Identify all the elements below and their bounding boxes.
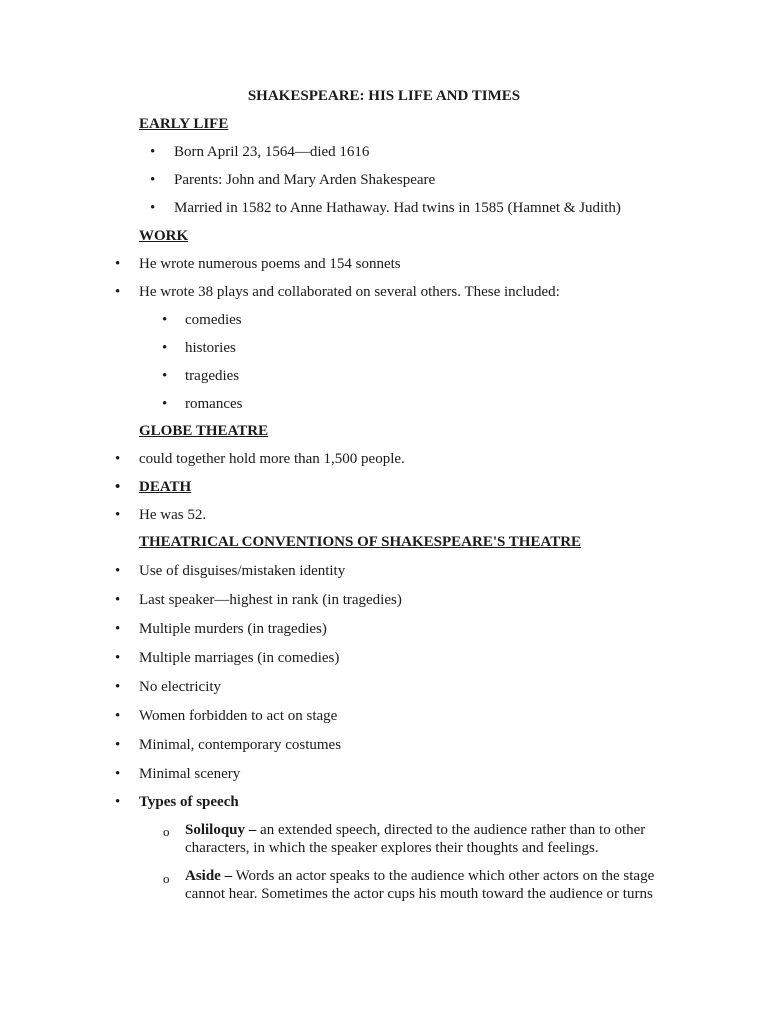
bullet-icon: •	[115, 479, 121, 495]
bullet-icon: •	[115, 284, 121, 300]
list-item: Multiple marriages (in comedies)	[139, 650, 340, 666]
bullet-icon: •	[115, 737, 121, 753]
speech-definition: an extended speech, directed to the audience rather than to other characters, in which the speaker explores their thoughts and feelings.	[185, 822, 646, 856]
bullet-icon: •	[115, 592, 121, 608]
circle-bullet-icon: o	[163, 871, 170, 886]
speech-type-soliloquy	[185, 821, 685, 857]
list-item: Last speaker—highest in rank (in tragedies)	[139, 592, 402, 608]
circle-bullet-icon: o	[163, 824, 170, 839]
list-item: No electricity	[139, 679, 222, 695]
speech-term: Soliloquy –	[185, 822, 257, 838]
bullet-icon: •	[162, 396, 168, 412]
list-item: tragedies	[185, 368, 240, 384]
speech-term: Aside –	[185, 868, 233, 884]
list-item: comedies	[185, 312, 242, 328]
bullet-icon: •	[115, 563, 121, 579]
speech-definition: Words an actor speaks to the audience which other actors on the stage cannot hear. Sometimes the actor cups his mouth toward the audience or turns	[185, 868, 655, 902]
bullet-icon: •	[115, 621, 121, 637]
list-item: Use of disguises/mistaken identity	[139, 563, 346, 579]
heading-globe-theatre: GLOBE THEATRE	[139, 423, 269, 439]
types-of-speech-heading: Types of speech	[139, 794, 239, 810]
list-item: He wrote 38 plays and collaborated on several others. These included:	[139, 284, 560, 300]
bullet-icon: •	[115, 650, 121, 666]
bullet-icon: •	[162, 368, 168, 384]
bullet-icon: •	[162, 340, 168, 356]
list-item: Born April 23, 1564—died 1616	[174, 144, 370, 160]
page-title: SHAKESPEARE: HIS LIFE AND TIMES	[247, 88, 521, 104]
speech-type-aside	[185, 867, 685, 903]
list-item: Minimal, contemporary costumes	[139, 737, 342, 753]
heading-early-life: EARLY LIFE	[139, 116, 229, 132]
bullet-icon: •	[115, 794, 121, 810]
bullet-icon: •	[150, 172, 156, 188]
heading-death: DEATH	[139, 479, 192, 495]
list-item: romances	[185, 396, 243, 412]
list-item: He was 52.	[139, 507, 207, 523]
bullet-icon: •	[150, 200, 156, 216]
list-item: histories	[185, 340, 236, 356]
bullet-icon: •	[150, 144, 156, 160]
bullet-icon: •	[115, 679, 121, 695]
bullet-icon: •	[115, 507, 121, 523]
list-item: Minimal scenery	[139, 766, 241, 782]
list-item: Multiple murders (in tragedies)	[139, 621, 327, 637]
list-item: Married in 1582 to Anne Hathaway. Had twins in 1585 (Hamnet & Judith)	[174, 200, 621, 216]
list-item: He wrote numerous poems and 154 sonnets	[139, 256, 401, 272]
bullet-icon: •	[115, 708, 121, 724]
list-item: could together hold more than 1,500 people.	[139, 451, 405, 467]
bullet-icon: •	[162, 312, 168, 328]
bullet-icon: •	[115, 256, 121, 272]
bullet-icon: •	[115, 451, 121, 467]
list-item: Parents: John and Mary Arden Shakespeare	[174, 172, 436, 188]
bullet-icon: •	[115, 766, 121, 782]
heading-theatrical-conventions: THEATRICAL CONVENTIONS OF SHAKESPEARE'S THEATRE	[139, 534, 582, 550]
heading-work: WORK	[139, 228, 189, 244]
list-item: Women forbidden to act on stage	[139, 708, 338, 724]
